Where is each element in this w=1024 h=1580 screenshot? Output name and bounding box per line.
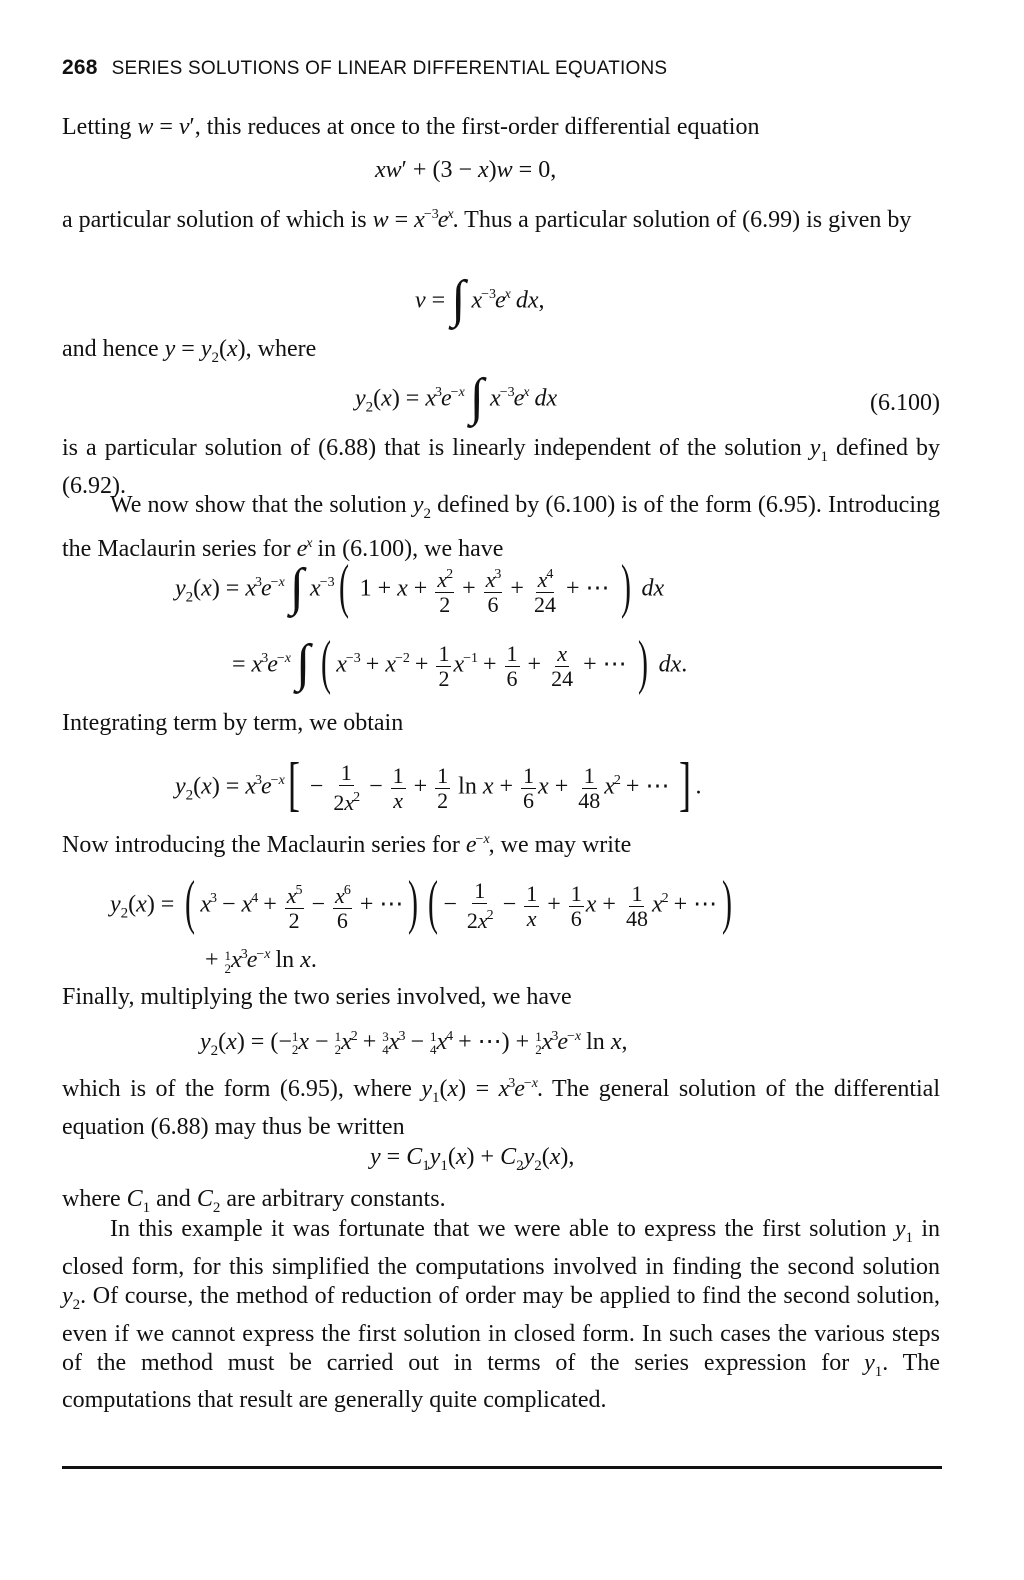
equation-product: $y_2(x)$ = ( $x^3 - x^4$ + $\frac{x^5}{2}$ − $\frac{x^6}{6}$ + ⋯) ( − $\frac{1}{2x^2}$ − $\frac{1}{x}$ + $\frac{1}{6}$ x + $\frac{1}{48}$ $x^2$ + ⋯) bbox=[110, 869, 733, 935]
equation-series-2: = $x^3e^{-x}$ ∫ ( $x^{-3} + x^{-2}$ + $\frac{1}{2}$ $x^{-1}$ + $\frac{1}{6}$ + $\frac{x}{24}$ + ⋯ ) dx. bbox=[232, 629, 688, 695]
paragraph-7: Now introducing the Maclaurin series for $e^{-x}$, we may write bbox=[62, 832, 632, 859]
equation-integrated: $y_2(x) = x^3e^{-x}$[ − $\frac{1}{2x^2}$ − $\frac{1}{x}$ + $\frac{1}{2}$ ln x + $\frac{1}{6}$ x + $\frac{1}{48}$ $x^2$ + ⋯ ] . bbox=[175, 751, 702, 817]
running-header bbox=[62, 56, 667, 80]
equation-general-solution: $y = C_1y_1(x) + C_2y_2(x)$, bbox=[370, 1144, 575, 1174]
equation-6-100: $y_2(x) = x^3e^{-x}$ ∫ $x^{-3}e^x$ dx bbox=[355, 369, 558, 426]
equation-product-cont: + 1 2 $x^3e^{-x}$ ln x. bbox=[205, 947, 317, 976]
equation-first-order: xw′ + (3 − x)w = 0, bbox=[375, 157, 557, 183]
paragraph-1: Letting w = v′, this reduces at once to the first-order differential equation bbox=[62, 114, 760, 140]
paragraph-3: and hence $y = y_2(x)$, where bbox=[62, 336, 317, 366]
paragraph-6: Integrating term by term, we obtain bbox=[62, 710, 404, 736]
equation-v: v = ∫ $x^{-3}e^x$ dx, bbox=[415, 271, 545, 328]
paragraph-10: where $C_1$ and $C_2$ are arbitrary constants. bbox=[62, 1186, 446, 1216]
paragraph-11: In this example it was fortunate that we were able to express the first solution $y_1$ in closed form, for this simplified the computations involved in finding the second solution $y_2$. Of course, the method of reduction of order may be applied to find the second solution, even if we cannot express the first solution in closed form. In such cases the various steps of the method must be carried out in terms of the series expression for $y_1$. The computations that result are generally quite complicated. bbox=[62, 1216, 940, 1414]
equation-number: (6.100) bbox=[870, 390, 940, 416]
paragraph-2: a particular solution of which is $w = x^{-3}e^x$. Thus a particular solution of (6.99) is given by bbox=[62, 207, 912, 234]
equation-series-1: $y_2(x) = x^3e^{-x}$ ∫ $x^{-3}$( 1 + x + $\frac{x^2}{2}$ + $\frac{x^3}{6}$ + $\frac{x^4}{24}$ + ⋯ ) dx bbox=[175, 553, 665, 619]
page-number: 268 bbox=[62, 56, 98, 79]
equation-final-series: $y_2(x)$ = (− 1 2 x − 1 2 $x^2$ + 3 4 $x^3$ − 1 4 $x^4$ + ⋯) + 1 2 $x^3e^{-x}$ ln x, bbox=[200, 1028, 628, 1059]
paragraph-8: Finally, multiplying the two series involved, we have bbox=[62, 984, 572, 1010]
paragraph-9: which is of the form (6.95), where $y_1(x) = x^3e^{-x}$. The general solution of the differential equation (6.88) may thus be written bbox=[62, 1076, 940, 1140]
paragraph-4: is a particular solution of (6.88) that is linearly independent of the solution $y_1$ defined by (6.92). bbox=[62, 435, 940, 499]
bottom-rule bbox=[62, 1466, 942, 1469]
paragraph-5: We now show that the solution $y_2$ defined by (6.100) is of the form (6.95). Introducing the Maclaurin series for $e^x$ in (6.100), we have bbox=[62, 492, 940, 562]
chapter-title: SERIES SOLUTIONS OF LINEAR DIFFERENTIAL EQUATIONS bbox=[111, 58, 668, 79]
